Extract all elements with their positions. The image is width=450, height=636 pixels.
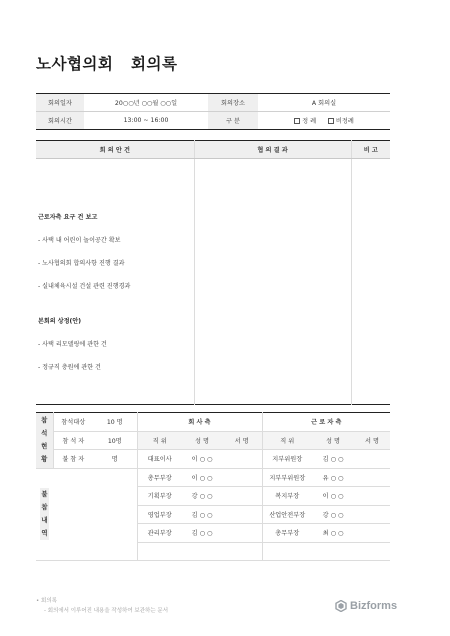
employer-header: 회 사 측 [137,413,262,432]
agenda-body-row [36,159,390,405]
worker-position: 총무부장 [262,524,312,543]
attendance-status-label: 참 석 현 황 [36,413,53,469]
attendance-subheader-row [36,431,390,450]
bizforms-logo-icon [335,600,347,612]
target-value: 10 명 [93,413,137,432]
attendee-row [36,468,390,487]
attendance-table [36,412,390,561]
time-value: 13:00 ~ 16:00 [123,117,169,124]
worker-header: 근 로 자 측 [262,413,390,432]
worker-position [262,542,312,561]
employer-signature[interactable] [222,487,262,506]
date-label: 회의일자 [36,94,84,112]
remarks-header: 비 고 [351,141,390,159]
employer-name: 김 ○ ○ [182,524,222,543]
remarks-cell[interactable] [351,159,390,405]
agenda-spacer [36,304,194,316]
agenda-list [36,159,194,405]
meeting-date-row [36,94,390,112]
meeting-time-row [36,112,390,130]
meeting-info-table [36,93,390,130]
employer-position-header: 직 위 [137,431,182,450]
employer-name [182,542,222,561]
worker-signature[interactable] [354,450,390,469]
agenda-item: - 노사협의회 합의사항 진행 결과 [38,260,125,267]
worker-name [312,542,354,561]
worker-name: 김 ○ ○ [312,450,354,469]
employer-signature[interactable] [222,542,262,561]
footer-description: - 회의에서 이루어진 내용을 작성하여 보관하는 문서 [44,608,169,614]
date-value: 20○○년 ○○월 ○○일 [84,94,208,112]
agenda-table [36,140,390,405]
agenda-item: - 정규직 충원에 관한 건 [38,364,101,371]
present-label: 참 석 자 [53,431,93,450]
employer-name: 강 ○ ○ [182,487,222,506]
employer-name: 이 ○ ○ [182,468,222,487]
employer-signature[interactable] [222,505,262,524]
employer-name: 이 ○ ○ [182,450,222,469]
employer-position: 관리부장 [137,524,182,543]
agenda-item: - 실내체육시설 건설 관련 진행경과 [38,283,131,290]
bizforms-logo [335,600,397,612]
worker-position: 지부부위원장 [262,468,312,487]
employer-name-header: 성 명 [182,431,222,450]
regular-label: 정 례 [302,118,317,125]
worker-signature[interactable] [354,468,390,487]
type-value [258,112,390,130]
absent-value: 명 [93,450,137,469]
employer-position: 기획부장 [137,487,182,506]
target-label: 참석대상 [53,413,93,432]
irregular-checkbox[interactable] [328,118,334,124]
place-label: 회의장소 [208,94,258,112]
employer-position: 총무부장 [137,468,182,487]
result-header: 협 의 결 과 [194,141,351,159]
agenda-section-heading: 본회의 상정(안) [38,318,82,325]
worker-position-header: 직 위 [262,431,312,450]
employer-position: 대표이사 [137,450,182,469]
worker-position: 산업안전부장 [262,505,312,524]
absence-details-label: 불 참 내 역 [40,488,49,540]
bizforms-logo-text: Bizforms [350,600,398,612]
time-label: 회의시간 [36,112,84,130]
worker-signature[interactable] [354,524,390,543]
worker-signature[interactable] [354,542,390,561]
employer-position: 영업부장 [137,505,182,524]
worker-name: 이 ○ ○ [312,487,354,506]
document-title: 노사협의회 회의록 [36,55,178,73]
absence-details-cell [36,468,137,561]
footer-doc-name: • 회의록 [36,598,57,604]
worker-name: 최 ○ ○ [312,524,354,543]
type-label: 구 분 [208,112,258,130]
regular-checkbox[interactable] [294,118,300,124]
attendance-header-row [36,413,390,432]
employer-sign-header: 서 명 [222,431,262,450]
worker-name-header: 성 명 [312,431,354,450]
worker-name: 유 ○ ○ [312,468,354,487]
employer-signature[interactable] [222,450,262,469]
employer-signature[interactable] [222,524,262,543]
attendee-row [36,450,390,469]
footer-doc-name-text: 회의록 [41,598,57,604]
agenda-item: - 사택 내 어린이 놀이공간 확보 [38,237,121,244]
result-cell[interactable] [194,159,351,405]
present-value: 10명 [93,431,137,450]
absent-label: 불 참 자 [53,450,93,469]
place-value: A 회의실 [258,94,390,112]
agenda-header-row [36,141,390,159]
agenda-header: 회 의 안 건 [36,141,194,159]
worker-position: 지부위원장 [262,450,312,469]
agenda-section-heading: 근로자측 요구 건 보고 [38,214,98,221]
employer-signature[interactable] [222,468,262,487]
worker-signature[interactable] [354,505,390,524]
worker-name: 강 ○ ○ [312,505,354,524]
worker-position: 복지부장 [262,487,312,506]
employer-position [137,542,182,561]
employer-name: 김 ○ ○ [182,505,222,524]
worker-signature[interactable] [354,487,390,506]
agenda-item: - 사택 리모델링에 관한 건 [38,341,107,348]
worker-sign-header: 서 명 [354,431,390,450]
irregular-label: 비정례 [335,118,354,125]
